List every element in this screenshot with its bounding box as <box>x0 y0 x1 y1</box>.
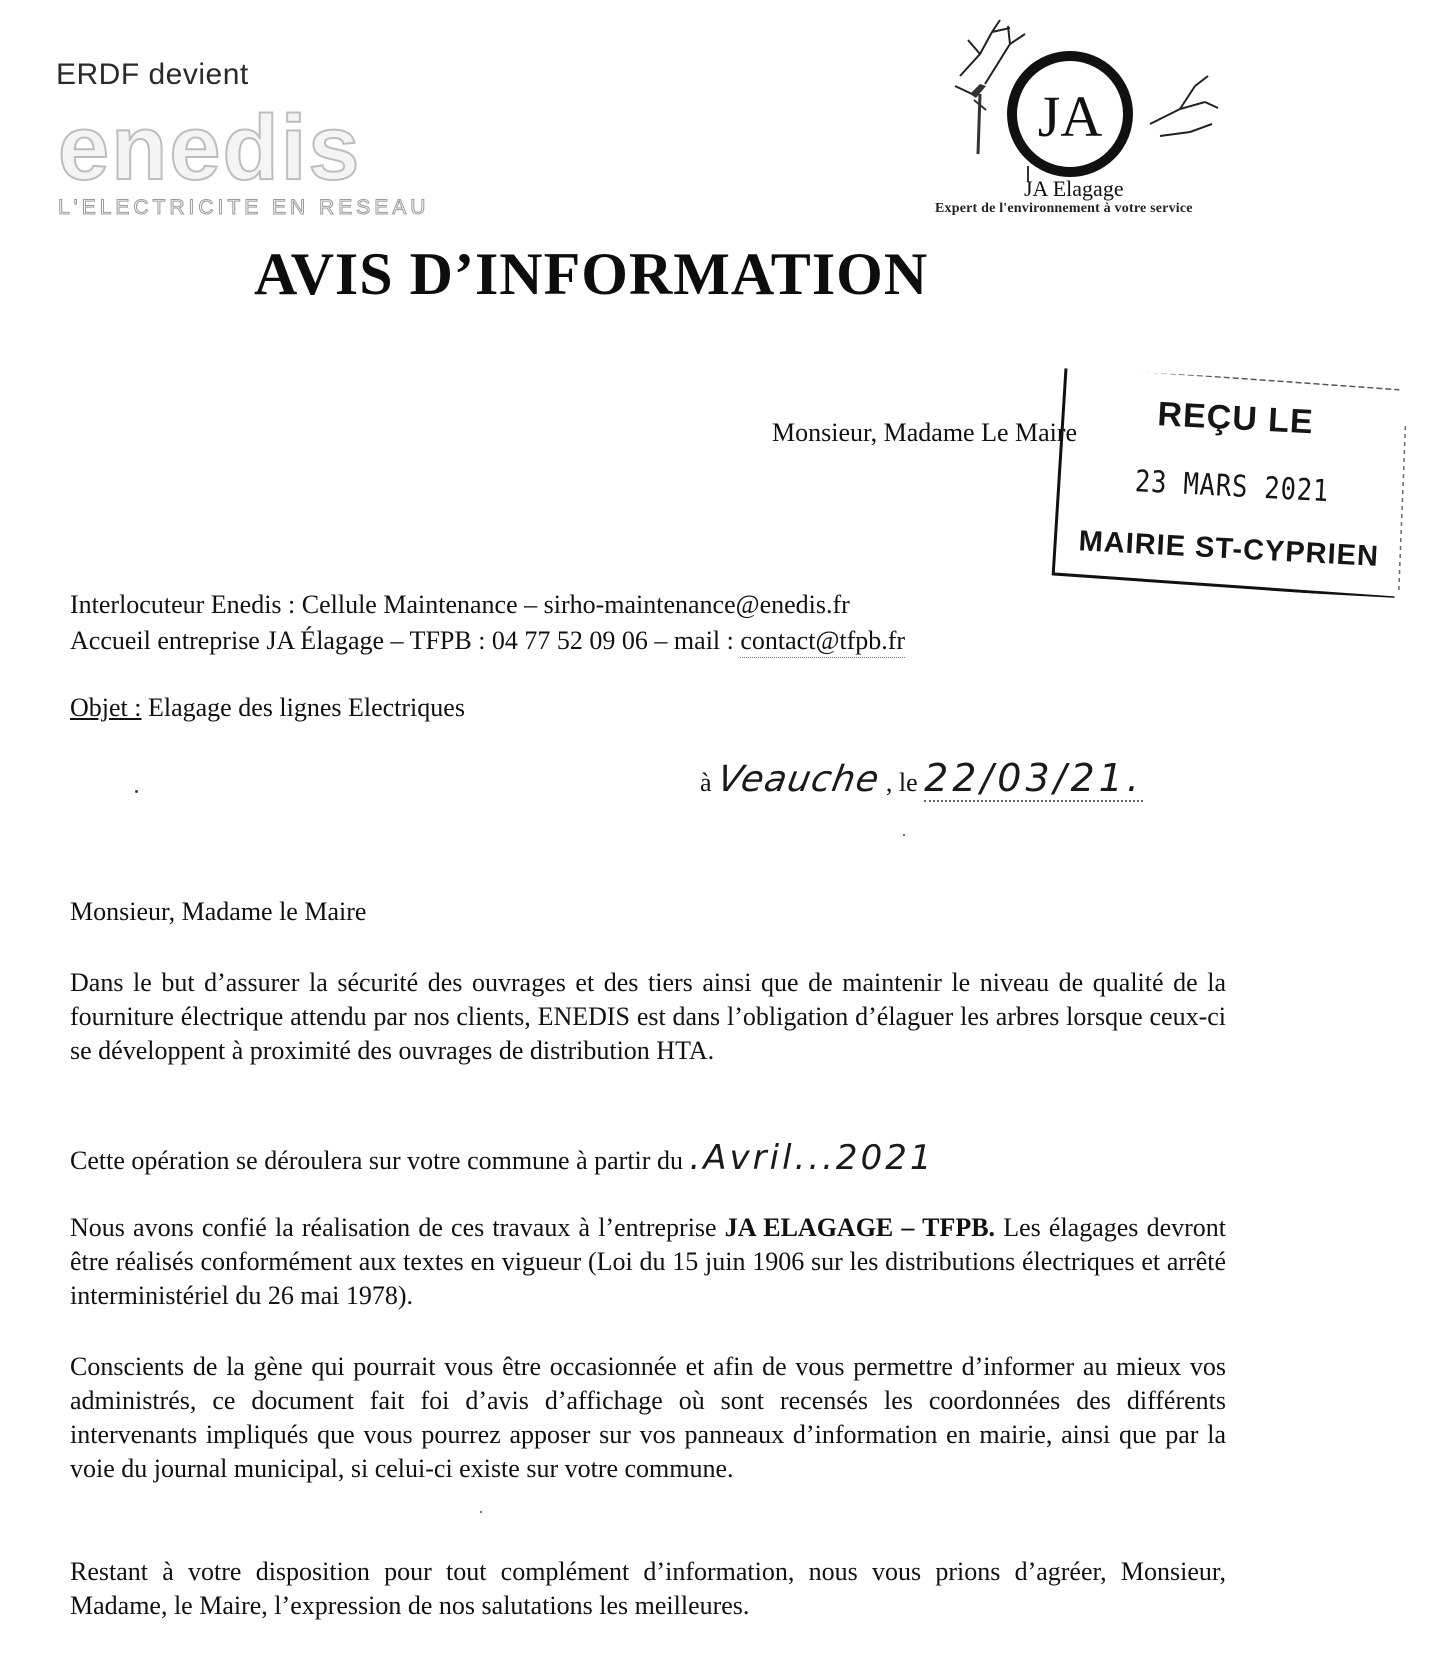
paragraph-notice: Conscients de la gène qui pourrait vous être occasionnée et afin de vous permettre d’informer au mieux vos administrés, ce document fait foi d’avis d’affichage où sont recensés les coordonnées des différents intervenants impliqués que vous pourrez apposer sur vos panneaux d’information en mairie, ainsi que par la voie du journal municipal, si celui-ci existe sur votre commune. <box>70 1352 1226 1483</box>
recipient-line: Monsieur, Madame Le Maire <box>772 418 1078 447</box>
stamp-place: MAIRIE ST-CYPRIEN <box>1077 525 1380 573</box>
paragraph-purpose: Dans le but d’assurer la sécurité des ouvrages et des tiers ainsi que de maintenir le niveau de qualité de la fourniture électrique attendu par nos clients, ENEDIS est dans l’obligation d’élaguer les arbres lorsque ceux-ci se développent à proximité des ouvrages de distribution HTA. <box>70 968 1226 1065</box>
ja-logo-letters: JA <box>1037 84 1103 149</box>
erdf-notice: ERDF devient <box>56 58 249 91</box>
scan-speck <box>903 834 905 836</box>
stamp-title: REÇU LE <box>1156 395 1315 442</box>
contact-enedis: Interlocuteur Enedis : Cellule Maintenance – sirho-maintenance@enedis.fr <box>70 590 850 619</box>
ja-slogan: Expert de l'environnement à votre service <box>935 201 1193 216</box>
page-title: AVIS D’INFORMATION <box>254 241 929 307</box>
date-prefix: , le <box>879 768 925 797</box>
scan-speck <box>480 1511 482 1513</box>
stamp-date: 23 MARS 2021 <box>1134 464 1331 510</box>
contractor-name: JA ELAGAGE – TFPB. <box>724 1213 996 1242</box>
objet-text: Elagage des lignes Electriques <box>141 693 465 722</box>
contractor-suffix: Les élagages devront être réalisés conformément aux textes en vigueur (Loi du 15 juin 1906 sur les distributions électriques et arrêté interministériel du 26 mai 1978). <box>70 1213 1226 1310</box>
scan-speck <box>135 790 138 793</box>
objet-line <box>70 693 465 723</box>
start-date-prefix: Cette opération se déroulera sur votre commune à partir du <box>70 1146 690 1175</box>
contact-ja-elagage <box>70 626 905 656</box>
handwritten-place: Veauche <box>714 759 883 800</box>
contact-ja-prefix: Accueil entreprise JA Élagage – TFPB : 04 77 52 09 06 – mail : <box>70 626 741 655</box>
contractor-prefix: Nous avons confié la réalisation de ces travaux à l’entreprise <box>70 1213 725 1242</box>
objet-label: Objet : <box>70 693 142 722</box>
ja-company-name: JA Elagage <box>1024 176 1124 201</box>
place-date-line <box>700 756 1143 802</box>
paragraph-closing: Restant à votre disposition pour tout complément d’information, nous vous prions d’agréer, Monsieur, Madame, le Maire, l’expression de nos salutations les meilleures. <box>70 1557 1226 1620</box>
handwritten-date: 22/03/21. <box>924 756 1143 800</box>
enedis-tagline: L'ELECTRICITE EN RESEAU <box>58 196 430 219</box>
received-stamp <box>1049 368 1416 598</box>
enedis-logo: enedis <box>58 97 362 199</box>
place-prefix: à <box>700 768 719 797</box>
paragraph-start-date <box>70 1138 1226 1178</box>
salutation: Monsieur, Madame le Maire <box>70 897 367 926</box>
contact-email-link[interactable]: contact@tfpb.fr <box>740 626 905 658</box>
paragraph-contractor <box>70 1211 1226 1313</box>
handwritten-start-date: .Avril...2021 <box>689 1138 935 1178</box>
